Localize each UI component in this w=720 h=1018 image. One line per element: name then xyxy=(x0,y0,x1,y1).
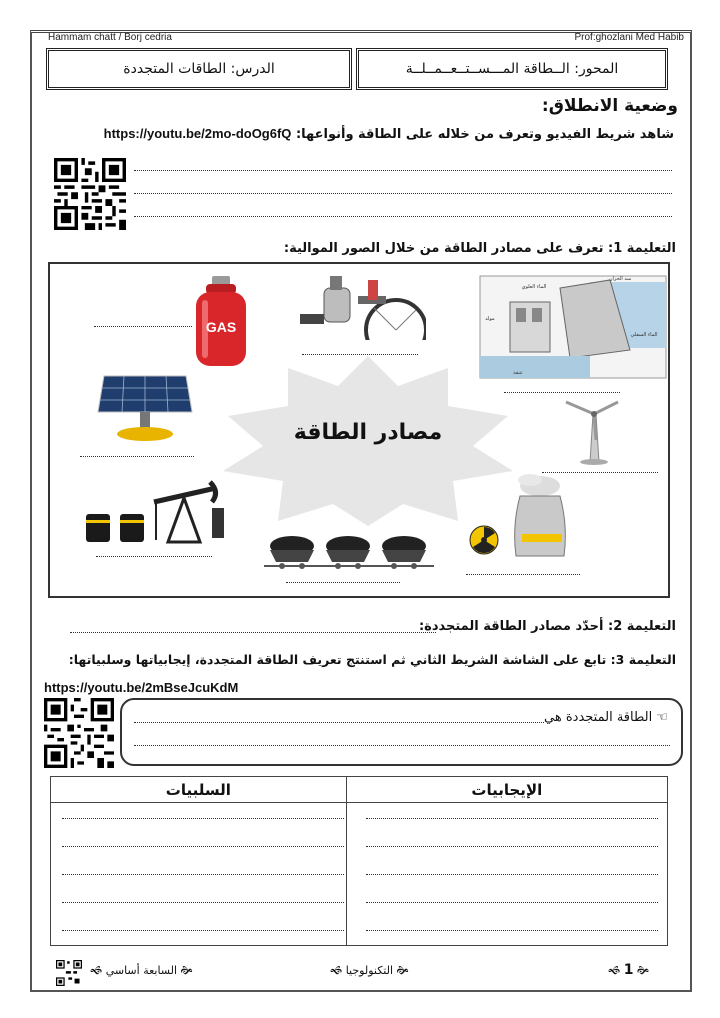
axis-title: المحور: الــطاقة المـــســتــعــمــلــة xyxy=(405,61,619,77)
dam-label: مولد xyxy=(485,316,495,322)
solar-panel-icon xyxy=(94,372,194,444)
answer-line[interactable] xyxy=(302,354,418,355)
lesson-box xyxy=(46,48,352,90)
dam-label: سد الخزان xyxy=(608,276,632,282)
answer-line[interactable] xyxy=(70,632,436,633)
axis-box xyxy=(356,48,668,90)
definition-prompt: ☜ الطاقة المتجددة هي xyxy=(544,710,668,725)
definition-box xyxy=(120,698,683,766)
coal-carts-icon xyxy=(264,532,434,572)
answer-line[interactable] xyxy=(62,902,344,903)
dam-label: الماء العلوي xyxy=(521,284,547,290)
answer-line[interactable] xyxy=(542,472,658,473)
answer-line[interactable] xyxy=(62,818,344,819)
answer-line[interactable] xyxy=(366,846,658,847)
answer-line[interactable] xyxy=(134,170,672,171)
school-name: Hammam chatt / Borj cedria xyxy=(48,32,172,43)
answer-line[interactable] xyxy=(504,392,620,393)
wind-turbine-icon xyxy=(560,396,620,466)
task3-label: التعليمة 3: تابع على الشاشة الشريط الثاني ثم استنتج تعريف الطاقة المتجددة، إيجابياتها وسلبياتها: xyxy=(68,652,676,667)
footer-subject: 🙞 التكنولوجيا 🙜 xyxy=(330,964,409,977)
task3-url-link[interactable]: https://youtu.be/2mBseJcuKdM xyxy=(44,680,239,695)
nuclear-plant-icon xyxy=(468,474,578,560)
answer-line[interactable] xyxy=(366,818,658,819)
teacher-name: Prof:ghozlani Med Habib xyxy=(574,32,684,43)
answer-line[interactable] xyxy=(80,456,194,457)
answer-line[interactable] xyxy=(62,874,344,875)
gas-label: GAS xyxy=(205,319,237,335)
intro-instruction-text: شاهد شريط الفيديو وتعرف من خلاله على الطاقة وأنواعها: xyxy=(295,127,674,142)
task1-label: التعليمة 1: تعرف على مصادر الطاقة من خلال الصور الموالية: xyxy=(283,241,676,256)
answer-line[interactable] xyxy=(366,930,658,931)
intro-title: وضعية الانطلاق: xyxy=(541,96,678,116)
task2-label: التعليمة 2: أحدّد مصادر الطاقة المتجددة: xyxy=(418,619,676,634)
answer-line[interactable] xyxy=(134,745,670,746)
intro-url-link[interactable]: https://youtu.be/2mo-doOg6fQ xyxy=(103,126,292,141)
footer-subject-text: التكنولوجيا xyxy=(345,964,393,977)
lesson-title: الدرس: الطاقات المتجددة xyxy=(123,61,275,77)
cons-header: السلبيات xyxy=(51,777,347,803)
qr-code-icon xyxy=(56,960,82,986)
answer-line[interactable] xyxy=(466,574,580,575)
answer-line[interactable] xyxy=(134,193,672,194)
answer-line[interactable] xyxy=(286,582,400,583)
center-label: مصادر الطاقة xyxy=(293,420,443,445)
answer-line[interactable] xyxy=(96,556,212,557)
intro-instruction xyxy=(104,126,674,142)
footer-grade-text: السابعة أساسي xyxy=(105,964,178,977)
oil-pumpjack-icon xyxy=(84,478,234,544)
gas-cylinder-icon xyxy=(192,274,250,370)
bicycle-dynamo-icon xyxy=(296,270,426,340)
hydroelectric-dam-icon xyxy=(470,268,670,386)
footer-grade: 🙞 السابعة أساسي 🙜 xyxy=(90,964,193,977)
answer-line[interactable] xyxy=(94,326,192,327)
pros-cons-table xyxy=(50,776,668,946)
answer-line[interactable] xyxy=(134,216,672,217)
qr-code-icon[interactable] xyxy=(44,698,114,768)
dam-label: عنفة xyxy=(513,370,523,376)
answer-line[interactable] xyxy=(134,722,544,723)
pros-header: الإيجابيات xyxy=(346,777,667,803)
footer-page: 🙞 1 🙜 xyxy=(608,962,650,978)
answer-line[interactable] xyxy=(62,930,344,931)
qr-code-icon[interactable] xyxy=(54,158,126,230)
answer-line[interactable] xyxy=(366,874,658,875)
answer-line[interactable] xyxy=(62,846,344,847)
page-number: 1 xyxy=(623,962,634,978)
dam-label: الماء السفلي xyxy=(630,332,658,338)
answer-line[interactable] xyxy=(366,902,658,903)
